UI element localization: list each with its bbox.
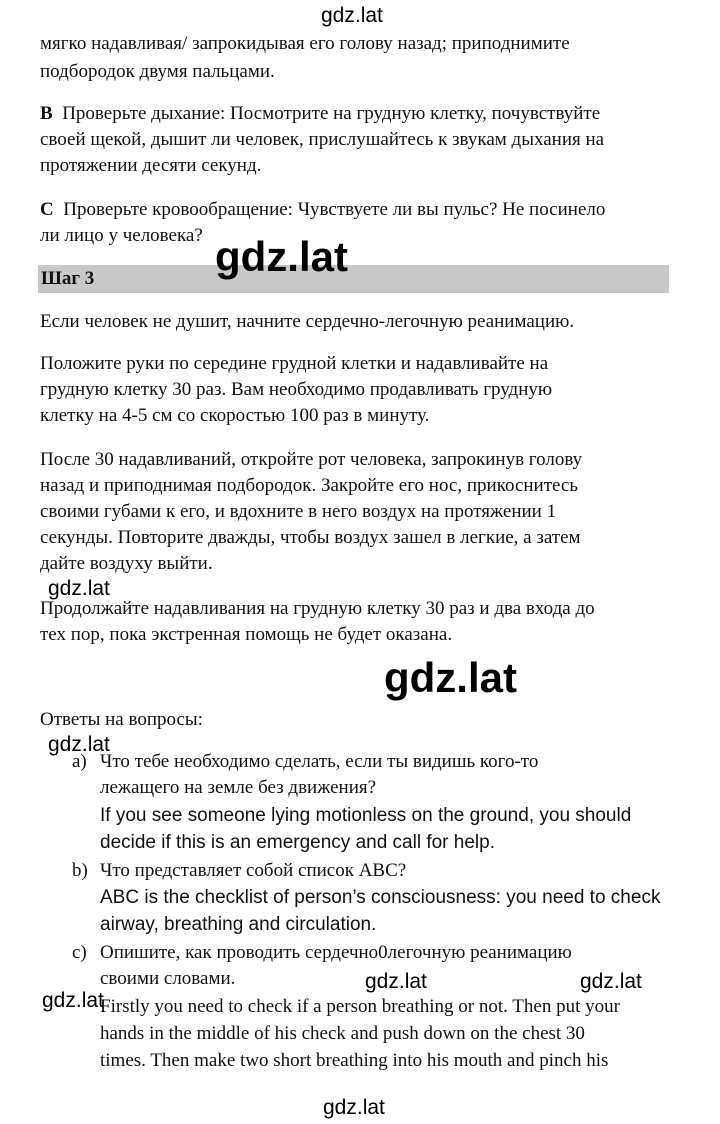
qa-c-answer-2: hands in the middle of his check and push down on the chest 30 <box>100 1023 585 1044</box>
watermark: gdz.lat <box>48 577 110 600</box>
qa-c-question-2: своими словами. <box>100 968 236 989</box>
watermark: gdz.lat <box>323 1096 385 1119</box>
watermark: gdz.lat <box>321 4 383 27</box>
para3-line-4: секунды. Повторите дважды, чтобы воздух зашел в легкие, а затем <box>40 527 581 548</box>
section-b-text-1: Проверьте дыхание: Посмотрите на грудную клетку, почувствуйте <box>62 103 601 124</box>
qa-marker-a: a) <box>72 751 87 772</box>
qa-c-question-1: Опишите, как проводить сердечно0легочную реанимацию <box>100 942 572 963</box>
watermark: gdz.lat <box>42 989 104 1012</box>
qa-marker-c: c) <box>72 942 87 963</box>
para3-line-3: своими губами к его, и вдохните в него воздух на протяжении 1 <box>40 501 557 522</box>
answers-title: Ответы на вопросы: <box>40 709 203 730</box>
qa-b-answer-2: airway, breathing and circulation. <box>100 914 377 935</box>
qa-a-question-1: Что тебе необходимо сделать, если ты видишь кого-то <box>100 751 539 772</box>
qa-a-question-2: лежащего на земле без движения? <box>100 777 377 798</box>
step-header: Шаг 3 <box>41 268 95 289</box>
step-header-bar <box>38 265 669 293</box>
section-b-line-1 <box>40 101 600 127</box>
intro-line-1: мягко надавливая/ запрокидывая его голову назад; приподнимите <box>40 33 570 54</box>
para2-line-2: грудную клетку 30 раз. Вам необходимо продавливать грудную <box>40 379 553 400</box>
watermark: gdz.lat <box>384 654 517 701</box>
section-c-letter: C <box>40 199 54 220</box>
para3-line-5: дайте воздуху выйти. <box>40 553 213 574</box>
section-b-line-2: своей щекой, дышит ли человек, прислушайтесь к звукам дыхания на <box>40 129 605 150</box>
para2-line-1: Положите руки по середине грудной клетки и надавливайте на <box>40 353 549 374</box>
qa-b-question-1: Что представляет собой список ABC? <box>100 860 407 881</box>
watermark: gdz.lat <box>48 733 110 756</box>
para1: Если человек не душит, начните сердечно-легочную реанимацию. <box>40 311 575 332</box>
watermark: gdz.lat <box>580 970 642 993</box>
watermark: gdz.lat <box>365 970 427 993</box>
qa-c-answer-1: Firstly you need to check if a person breathing or not. Then put your <box>100 996 620 1017</box>
qa-a-answer-2: decide if this is an emergency and call for help. <box>100 832 495 853</box>
para2-line-3: клетку на 4-5 см со скоростью 100 раз в минуту. <box>40 405 430 426</box>
para4-line-1: Продолжайте надавливания на грудную клетку 30 раз и два входа до <box>40 598 595 619</box>
para3-line-1: После 30 надавливаний, откройте рот человека, запрокинув голову <box>40 449 583 470</box>
qa-c-answer-3: times. Then make two short breathing into his mouth and pinch his <box>100 1050 609 1071</box>
section-b-line-3: протяжении десяти секунд. <box>40 155 262 176</box>
qa-a-answer-1: If you see someone lying motionless on the ground, you should <box>100 805 632 826</box>
para4-line-2: тех пор, пока экстренная помощь не будет оказана. <box>40 624 453 645</box>
qa-b-answer-1: ABC is the checklist of person’s consciousness: you need to check <box>100 887 661 908</box>
qa-marker-b: b) <box>72 860 88 881</box>
section-b-letter: B <box>40 103 53 124</box>
section-c-line-1 <box>40 197 605 223</box>
section-c-line-2: ли лицо у человека? <box>40 225 203 246</box>
intro-line-2: подбородок двумя пальцами. <box>40 61 275 82</box>
para3-line-2: назад и приподнимая подбородок. Закройте его нос, прикоснитесь <box>40 475 579 496</box>
section-c-text-1: Проверьте кровообращение: Чувствуете ли вы пульс? Не посинело <box>63 199 606 220</box>
watermark: gdz.lat <box>215 233 348 280</box>
